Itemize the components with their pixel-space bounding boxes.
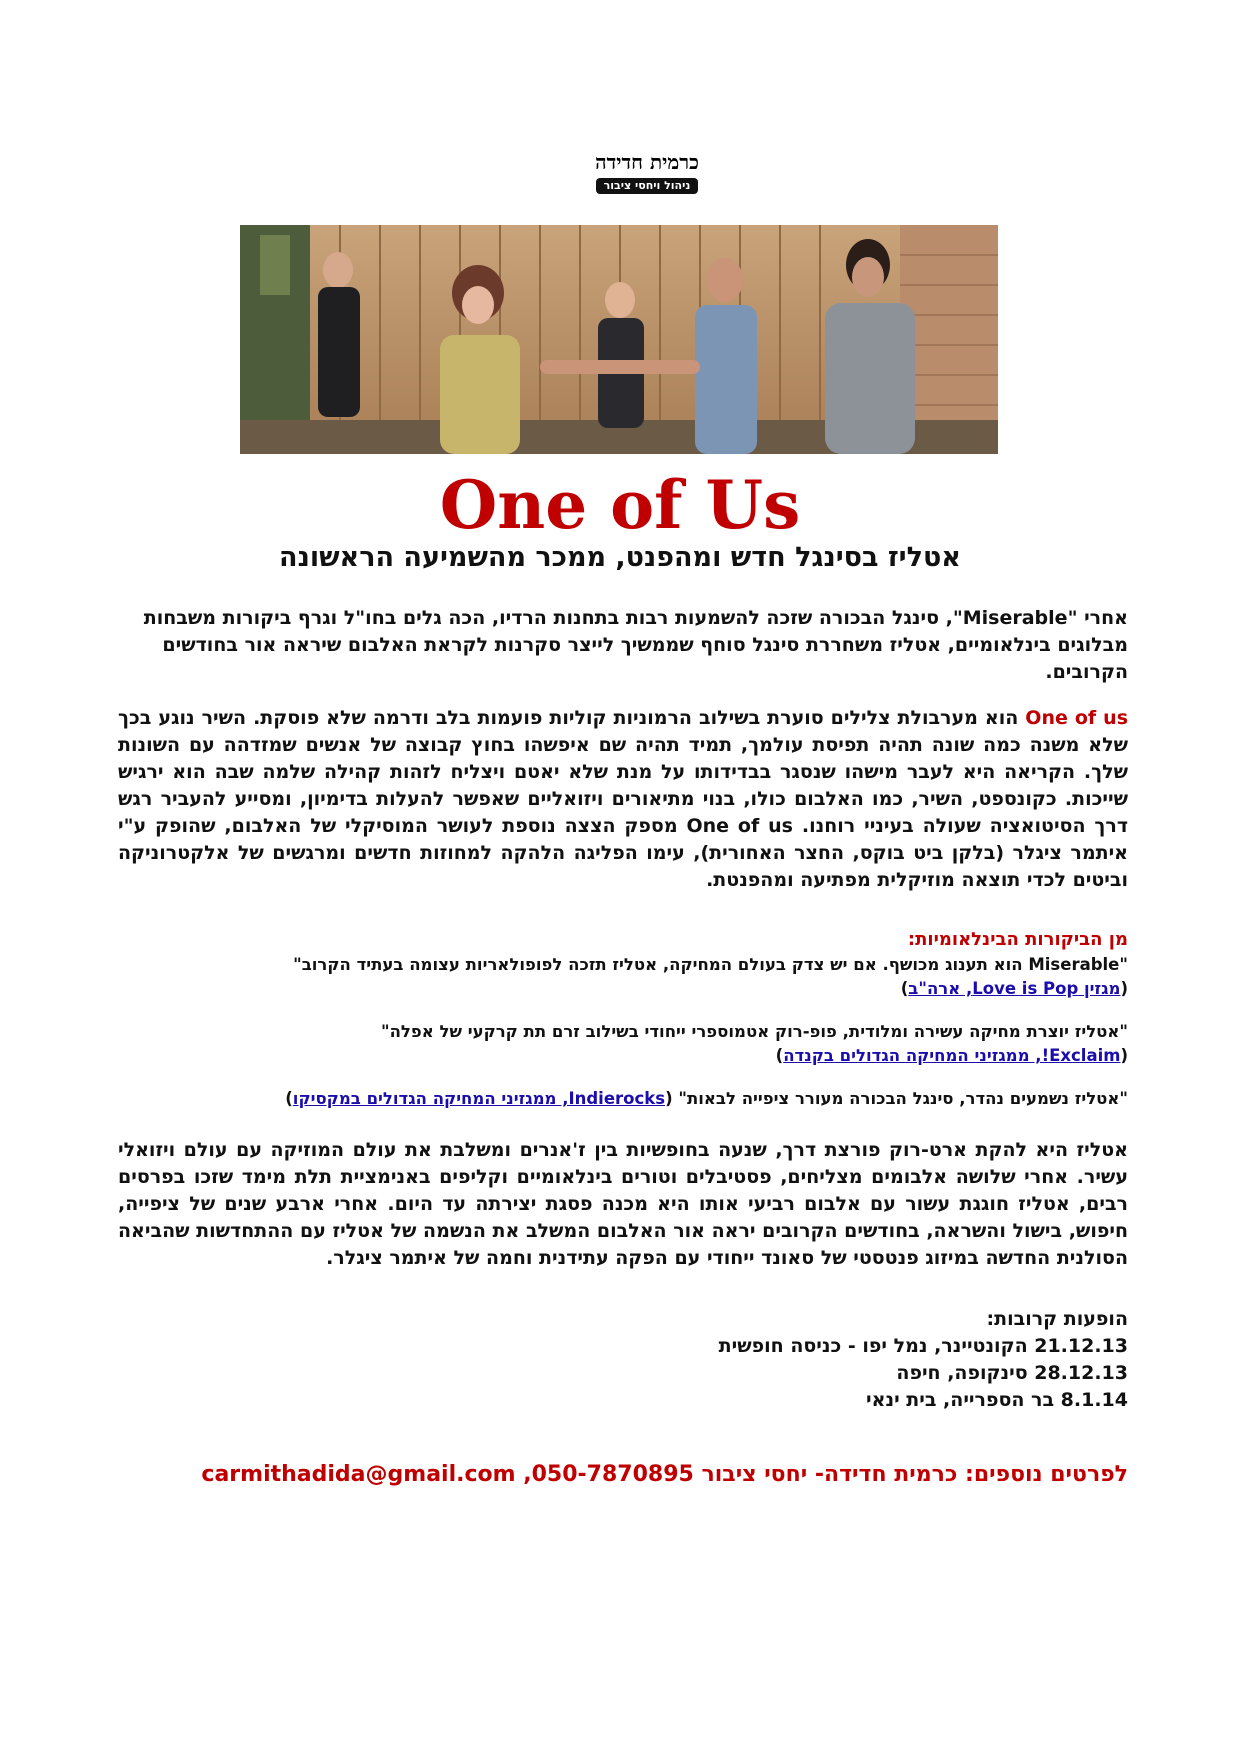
show-item: 21.12.13 הקונטיינר, נמל יפו - כניסה חופשית xyxy=(718,1335,1128,1357)
show-item: 28.12.13 סינקופה, חיפה xyxy=(896,1362,1128,1384)
song-name: One of us xyxy=(1025,707,1129,729)
paren-close: ) xyxy=(285,1089,293,1108)
quote-text: "אטליז נשמעים נהדר, סינגל הבכורה מעורר ציפייה לבאות" xyxy=(672,1089,1128,1108)
source-link-exclaim[interactable]: Exclaim!, ממגזיני המחיקה הגדולים בקנדה xyxy=(783,1046,1121,1065)
paren-close: ) xyxy=(900,979,909,998)
body-paragraph xyxy=(118,705,1128,894)
paren-open: ( xyxy=(1120,979,1128,998)
intro-paragraph: אחרי "Miserable", סינגל הבכורה שזכה להשמעות רבות בתחנות הרדיו, הכה גלים בחו"ל וגרף ביקורות משבחות מבלוגים בינלאומיים, אטליז משחררת סינגל סוחף שממשיך לייצר סקרנות לקראת האלבום שיראה אור בחודשים הקרובים. xyxy=(143,607,1128,683)
shows-heading: הופעות קרובות: xyxy=(986,1308,1128,1330)
critics-heading: מן הביקורות הבינלאומיות: xyxy=(907,929,1128,950)
quote-text: "Miserable הוא תענוג מכושף. אם יש צדק בעולם המחיקה, אטליז תזכה לפופולאריות עצומה בעתיד הקרוב" xyxy=(293,955,1128,974)
logo-name: כרמית חדידה xyxy=(595,150,699,174)
paren-open: ( xyxy=(665,1089,673,1108)
page-title: One of Us xyxy=(439,466,801,544)
critic-quote-3 xyxy=(118,1087,1128,1111)
about-paragraph: אטליז היא להקת ארט-רוק פורצת דרך, שנעה בחופשיות בין ז'אנרים ומשלבת את עולם המוזיקה עם עולם ויזואלי עשיר. אחרי שלושה אלבומים מצליחים, פסטיבלים וטורים בינלאומיים וקליפים באנימציית תלת מימד שזכו בפרסים רבים, אטליז חוגגת עשור עם אלבום רביעי אותו היא מכנה פסגת יצירתה עד היום. אחרי ארבע שנים של ציפייה, חיפוש, בישול והשראה, בחודשים הקרובים יראה אור האלבום המשלב את הנשמה של אטליז עם ההתחדשות שהביאה הסולנית החדשה במיזוג פנטסטי של סאונד ייחודי עם הפקה עתידנית וחמה של איתמר ציגלר. xyxy=(118,1139,1128,1269)
contact-line: לפרטים נוספים: כרמית חדידה- יחסי ציבור 050-7870895, carmithadida@gmail.com xyxy=(201,1462,1128,1487)
critic-quote-2 xyxy=(118,1020,1128,1068)
upcoming-shows xyxy=(118,1306,1128,1414)
source-link-indierocks[interactable]: Indierocks, ממגזיני המחיקה הגדולים במקסיקו xyxy=(292,1089,666,1108)
band-photo xyxy=(240,225,998,454)
body-text-1: הוא מערבולת צלילים סוערת בשילוב הרמוניות קוליות פועמות בלב ודרמה שלא פוסקת. השיר נוגע בכך שלא משנה כמה שונה תהיה תפיסת עולמך, תמיד תהיה שם איפשהו בחוץ קבוצה של אנשים שמזדהה עם השונות שלך. הקריאה היא לעבר מישהו שנסגר בבדידותו על מנת שלא יאטם ויצליח לזהות קהילה שלמה שבה הוא ירגיש שייכות. כקונספט, השיר, כמו האלבום כולו, בנוי מתיאורים ויזואליים שאפשר להעלות בדימיון, ומסייע להעביר רגש דרך הסיטואציה שעולה בעיניי רוחנו. xyxy=(118,707,1128,837)
logo-tagline: ניהול ויחסי ציבור xyxy=(596,178,699,194)
song-name-2: One of us xyxy=(686,815,793,837)
show-item: 8.1.14 בר הספרייה, בית ינאי xyxy=(866,1389,1128,1411)
logo xyxy=(582,150,712,196)
critic-quote-1 xyxy=(118,953,1128,1001)
paren-open: ( xyxy=(1120,1046,1128,1065)
subtitle: אטליז בסינגל חדש ומהפנט, ממכר מהשמיעה הראשונה xyxy=(279,542,961,573)
body-text-2: מספק הצצה נוספת לעושר המוסיקלי של האלבום, שהופק ע"י איתמר ציגלר (בלקן ביט בוקס, החצר האחורית), עימו הפליגה הלהקה למחוזות חדשים ומרגשים של אלקטרוניקה וביטים לכדי תוצאה מוזיקלית מפתיעה ומהפנטת. xyxy=(118,815,1128,891)
quote-text: "אטליז יוצרת מחיקה עשירה ומלודית, פופ-רוק אטמוספרי ייחודי בשילוב זרם תת קרקעי של אפלה" xyxy=(380,1022,1128,1041)
paren-close: ) xyxy=(775,1046,784,1065)
source-link-love-is-pop[interactable]: מגזין Love is Pop, ארה"ב xyxy=(908,979,1121,998)
